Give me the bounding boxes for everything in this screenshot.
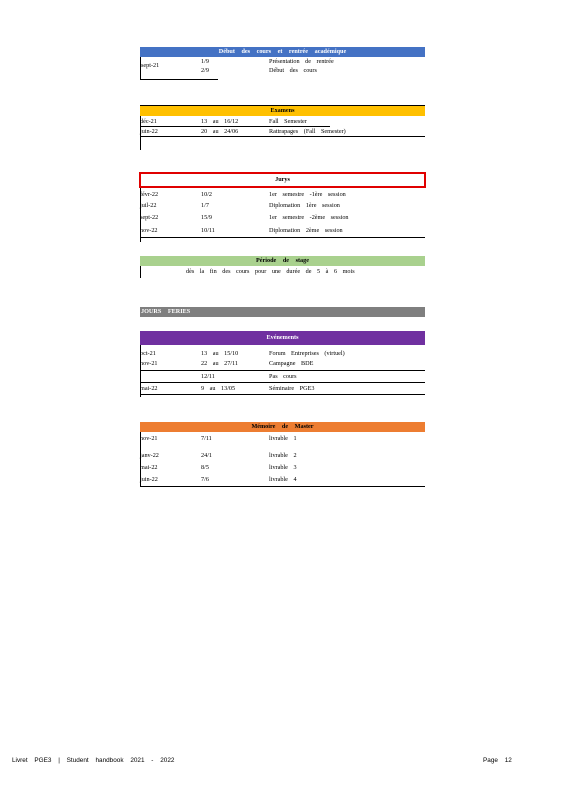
date-cell: sept-21 [141,62,160,69]
table-row [140,371,425,383]
section-header: Mémoire de Master [140,422,425,432]
section-debut-cours [140,47,425,74]
label-cell: Diplomation 1ère session [269,202,340,209]
divider [140,105,425,106]
day-cell: 15/9 [201,214,213,221]
section-header: Jurys [139,172,426,188]
rows [140,189,425,238]
day-cell: 13 au 16/12 [201,118,239,125]
date-cell: nov-22 [140,227,158,234]
date-cell: janv-22 [140,452,159,459]
day-cell: 20 au 24/06 [201,128,239,135]
day-cell: 12/11 [201,373,215,380]
label-cell: Pas cours [269,373,297,380]
section-examens [140,106,425,135]
label-cell: Forum Entreprises (virtuel) [269,350,345,357]
label-cell: livrable 1 [269,435,297,442]
table-row [140,66,425,75]
label-cell: livrable 4 [269,476,297,483]
section-header: Evénements [140,331,425,345]
section-evenements [140,331,425,392]
rows [140,117,425,137]
date-cell: juin-22 [140,476,158,483]
day-cell: 10/11 [201,227,215,234]
date-cell: déc-21 [140,118,157,125]
label-cell: Présentation de rentrée [269,58,334,65]
day-cell: 22 au 27/11 [201,360,238,367]
date-cell: juin-22 [140,128,158,135]
label-cell: Début des cours [269,67,317,74]
day-cell: 7/6 [201,476,209,483]
section-header: JOURS FERIES [140,307,425,317]
table-row [140,57,425,66]
section-stage [140,256,425,275]
section-header: Début des cours et rentrée académique [140,47,425,57]
label-cell: 1er semestre -2ème session [269,214,349,221]
day-cell: 24/1 [201,452,213,459]
table-row [140,383,425,395]
section-header: Période de stage [140,256,425,266]
label-cell: Rattrapages (Fall Semester) [269,128,346,135]
date-cell: mai-22 [140,464,158,471]
date-cell: nov-21 [140,435,158,442]
page-number: Page 12 [483,757,512,764]
table-row [140,434,425,450]
table-row [140,211,425,224]
table-row [140,474,425,487]
table-row [140,200,425,211]
day-cell: 10/2 [201,191,213,198]
table-row [140,462,425,474]
section-jours-feries [140,307,425,317]
day-cell: 8/5 [201,464,209,471]
date-cell: nov-21 [140,360,158,367]
stage-text: dès la fin des cours pour une durée de 5 à 6 mois [186,268,355,275]
label-cell: Diplomation 2ème session [269,227,343,234]
table-row [140,117,330,127]
section-header: Examens [140,106,425,116]
table-row [140,450,425,462]
rows [140,434,425,487]
day-cell: 13 au 15/10 [201,350,239,357]
label-cell: livrable 2 [269,452,297,459]
date-cell: mai-22 [140,385,158,392]
day-cell: 1/9 [201,58,209,65]
label-cell: Séminaire PGE3 [269,385,315,392]
section-memoire [140,422,425,483]
label-cell: 1er semestre -1ère session [269,191,346,198]
day-cell: 2/9 [201,67,209,74]
date-cell: févr-22 [140,191,159,198]
rows [140,349,425,395]
date-cell: oct-21 [140,350,156,357]
label-cell: livrable 3 [269,464,297,471]
table-row [140,359,425,371]
table-row [140,127,425,137]
day-cell: 1/7 [201,202,209,209]
table-row [140,189,425,200]
divider [140,266,141,278]
rows [140,57,425,75]
footer-left: Livret PGE3 | Student handbook 2021 - 2022 [12,757,175,764]
table-row [140,349,425,359]
section-jurys [140,172,425,234]
label-cell: Fall Semester [269,118,307,125]
date-cell: sept-22 [140,214,159,221]
day-cell: 9 au 13/05 [201,385,236,392]
table-row [140,224,425,238]
day-cell: 7/11 [201,435,212,442]
label-cell: Campagne BDE [269,360,314,367]
divider [140,79,218,80]
date-cell: juil-22 [140,202,157,209]
